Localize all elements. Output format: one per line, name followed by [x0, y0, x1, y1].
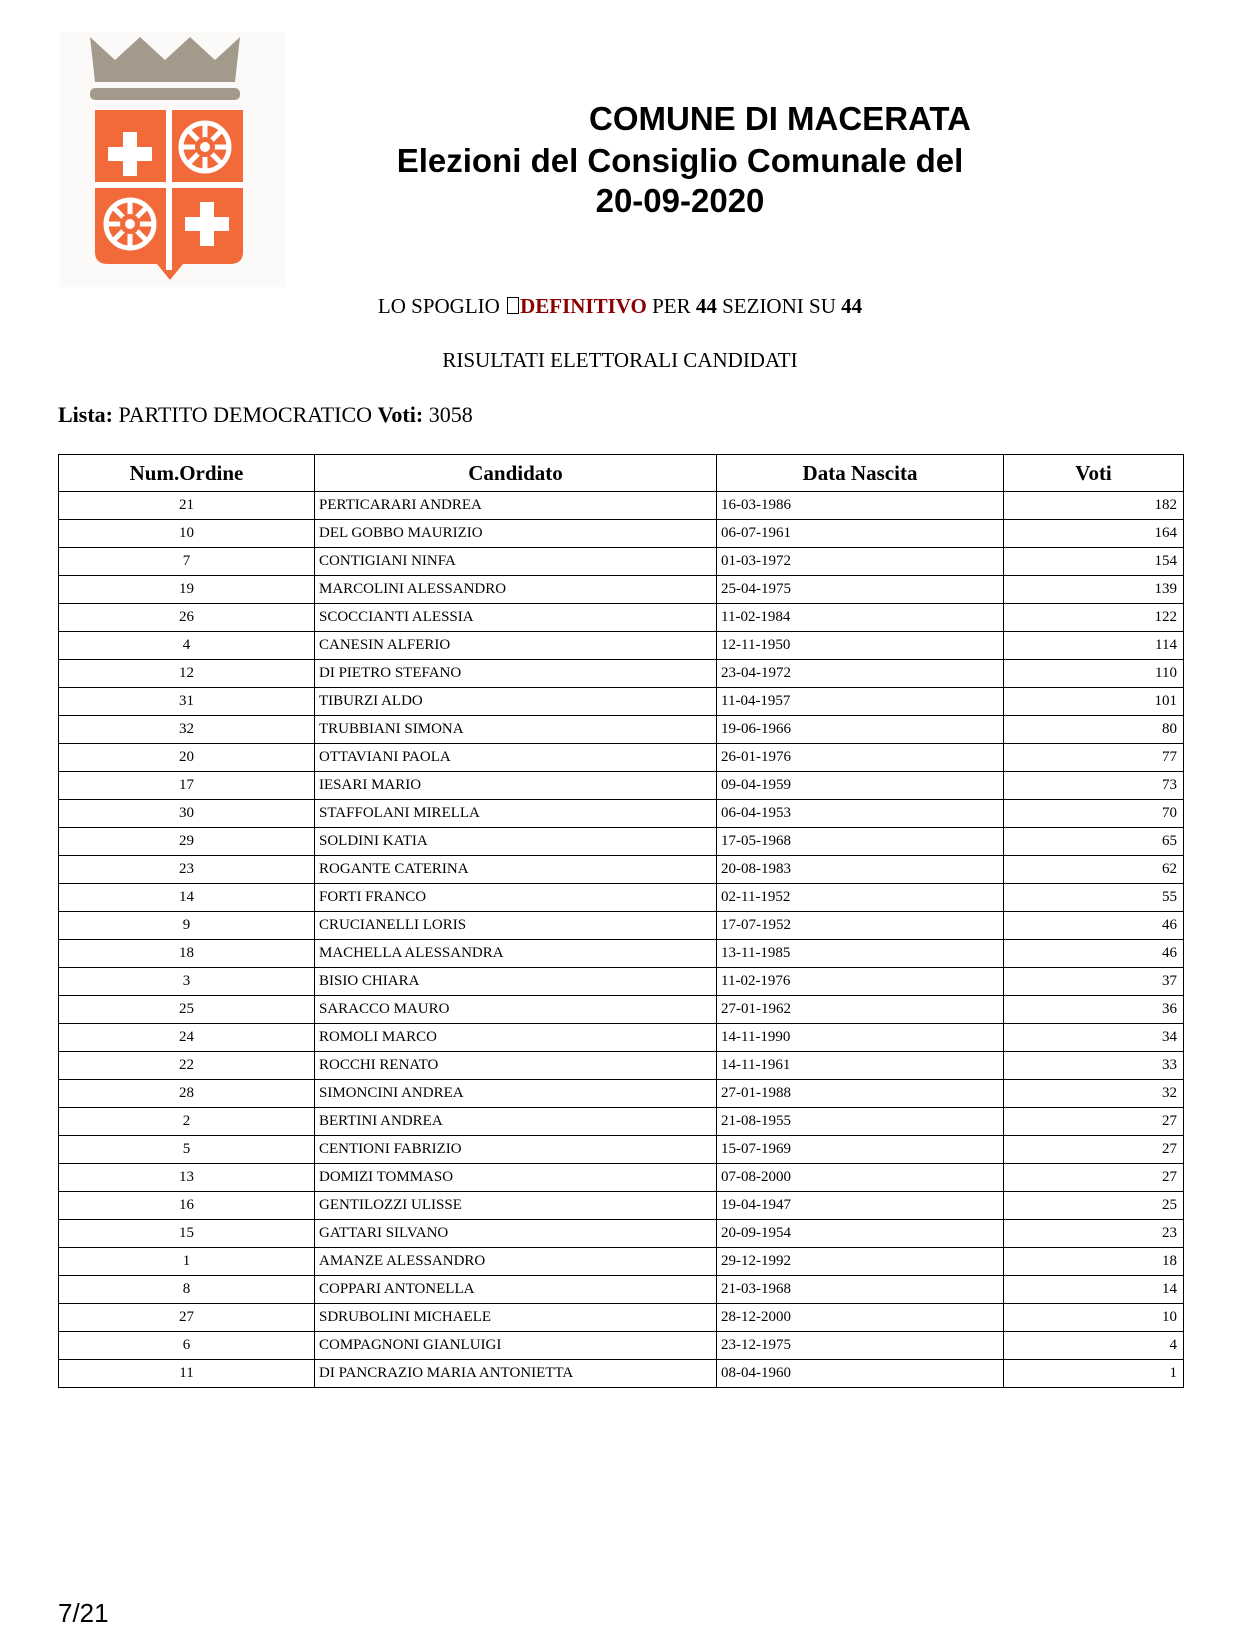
cell-num-ordine: 30: [59, 800, 315, 828]
table-row: [59, 912, 1184, 940]
cell-num-ordine: 24: [59, 1024, 315, 1052]
sezioni-totali: 44: [841, 294, 863, 318]
cell-voti: 33: [1004, 1052, 1184, 1080]
cell-num-ordine: 6: [59, 1332, 315, 1360]
header-voti: Voti: [1004, 455, 1184, 492]
cell-candidato: AMANZE ALESSANDRO: [315, 1248, 717, 1276]
cell-candidato: PERTICARARI ANDREA: [315, 492, 717, 520]
cell-candidato: MACHELLA ALESSANDRA: [315, 940, 717, 968]
cell-voti: 37: [1004, 968, 1184, 996]
cell-candidato: DI PANCRAZIO MARIA ANTONIETTA: [315, 1360, 717, 1388]
cell-voti: 65: [1004, 828, 1184, 856]
table-row: [59, 1108, 1184, 1136]
cell-candidato: CONTIGIANI NINFA: [315, 548, 717, 576]
cell-num-ordine: 31: [59, 688, 315, 716]
table-row: [59, 800, 1184, 828]
cell-candidato: STAFFOLANI MIRELLA: [315, 800, 717, 828]
cell-voti: 4: [1004, 1332, 1184, 1360]
cell-voti: 80: [1004, 716, 1184, 744]
cell-data-nascita: 12-11-1950: [717, 632, 1004, 660]
cell-candidato: BERTINI ANDREA: [315, 1108, 717, 1136]
cell-voti: 25: [1004, 1192, 1184, 1220]
cell-num-ordine: 32: [59, 716, 315, 744]
header-data-nascita: Data Nascita: [717, 455, 1004, 492]
cell-candidato: DOMIZI TOMMASO: [315, 1164, 717, 1192]
cell-candidato: SIMONCINI ANDREA: [315, 1080, 717, 1108]
lista-line: [58, 402, 473, 428]
cell-voti: 27: [1004, 1108, 1184, 1136]
cell-data-nascita: 19-04-1947: [717, 1192, 1004, 1220]
cell-candidato: ROCCHI RENATO: [315, 1052, 717, 1080]
cell-candidato: DEL GOBBO MAURIZIO: [315, 520, 717, 548]
cell-candidato: SARACCO MAURO: [315, 996, 717, 1024]
table-row: [59, 1024, 1184, 1052]
table-row: [59, 576, 1184, 604]
table-row: [59, 884, 1184, 912]
table-row: [59, 968, 1184, 996]
table-row: [59, 996, 1184, 1024]
cell-voti: 10: [1004, 1304, 1184, 1332]
cell-num-ordine: 18: [59, 940, 315, 968]
cell-candidato: CRUCIANELLI LORIS: [315, 912, 717, 940]
cell-data-nascita: 27-01-1988: [717, 1080, 1004, 1108]
cell-voti: 34: [1004, 1024, 1184, 1052]
cell-candidato: MARCOLINI ALESSANDRO: [315, 576, 717, 604]
cell-data-nascita: 02-11-1952: [717, 884, 1004, 912]
cell-data-nascita: 21-08-1955: [717, 1108, 1004, 1136]
spoglio-sezioni-su: SEZIONI SU: [716, 294, 842, 318]
cell-candidato: SCOCCIANTI ALESSIA: [315, 604, 717, 632]
cell-num-ordine: 29: [59, 828, 315, 856]
table-row: [59, 548, 1184, 576]
checkbox-glyph-icon: [507, 297, 519, 314]
cell-candidato: SOLDINI KATIA: [315, 828, 717, 856]
cell-data-nascita: 28-12-2000: [717, 1304, 1004, 1332]
table-row: [59, 520, 1184, 548]
cell-data-nascita: 14-11-1990: [717, 1024, 1004, 1052]
cell-num-ordine: 4: [59, 632, 315, 660]
cell-voti: 46: [1004, 940, 1184, 968]
cell-data-nascita: 06-07-1961: [717, 520, 1004, 548]
cell-candidato: GATTARI SILVANO: [315, 1220, 717, 1248]
cell-num-ordine: 22: [59, 1052, 315, 1080]
cell-num-ordine: 28: [59, 1080, 315, 1108]
spoglio-status: DEFINITIVO: [520, 294, 647, 318]
cell-num-ordine: 16: [59, 1192, 315, 1220]
lista-votes-label: Voti:: [377, 402, 424, 427]
spoglio-prefix: LO SPOGLIO: [377, 294, 506, 318]
cell-num-ordine: 2: [59, 1108, 315, 1136]
cell-data-nascita: 09-04-1959: [717, 772, 1004, 800]
lista-label: Lista:: [58, 402, 113, 427]
results-table: [58, 454, 1184, 1388]
cell-candidato: ROGANTE CATERINA: [315, 856, 717, 884]
cell-num-ordine: 13: [59, 1164, 315, 1192]
cell-voti: 27: [1004, 1136, 1184, 1164]
cell-voti: 27: [1004, 1164, 1184, 1192]
table-row: [59, 1332, 1184, 1360]
cell-data-nascita: 11-04-1957: [717, 688, 1004, 716]
cell-voti: 164: [1004, 520, 1184, 548]
cell-candidato: CENTIONI FABRIZIO: [315, 1136, 717, 1164]
lista-votes: 3058: [428, 402, 473, 427]
cell-voti: 55: [1004, 884, 1184, 912]
table-row: [59, 492, 1184, 520]
table-row: [59, 1136, 1184, 1164]
table-row: [59, 716, 1184, 744]
cell-data-nascita: 15-07-1969: [717, 1136, 1004, 1164]
cell-data-nascita: 14-11-1961: [717, 1052, 1004, 1080]
table-body: [59, 492, 1184, 1388]
cell-candidato: CANESIN ALFERIO: [315, 632, 717, 660]
cell-num-ordine: 23: [59, 856, 315, 884]
cell-voti: 62: [1004, 856, 1184, 884]
table-row: [59, 1192, 1184, 1220]
cell-data-nascita: 17-05-1968: [717, 828, 1004, 856]
cell-num-ordine: 26: [59, 604, 315, 632]
sezioni-scrutinate: 44: [695, 294, 717, 318]
cell-data-nascita: 16-03-1986: [717, 492, 1004, 520]
cell-data-nascita: 13-11-1985: [717, 940, 1004, 968]
cell-candidato: TRUBBIANI SIMONA: [315, 716, 717, 744]
cell-candidato: GENTILOZZI ULISSE: [315, 1192, 717, 1220]
cell-voti: 14: [1004, 1276, 1184, 1304]
cell-voti: 101: [1004, 688, 1184, 716]
cell-num-ordine: 15: [59, 1220, 315, 1248]
cell-num-ordine: 25: [59, 996, 315, 1024]
cell-data-nascita: 08-04-1960: [717, 1360, 1004, 1388]
table-row: [59, 1248, 1184, 1276]
cell-data-nascita: 21-03-1968: [717, 1276, 1004, 1304]
cell-candidato: TIBURZI ALDO: [315, 688, 717, 716]
cell-candidato: ROMOLI MARCO: [315, 1024, 717, 1052]
lista-name: PARTITO DEMOCRATICO: [118, 402, 373, 427]
cell-num-ordine: 20: [59, 744, 315, 772]
cell-data-nascita: 01-03-1972: [717, 548, 1004, 576]
table-row: [59, 604, 1184, 632]
cell-voti: 36: [1004, 996, 1184, 1024]
cell-data-nascita: 23-12-1975: [717, 1332, 1004, 1360]
cell-voti: 77: [1004, 744, 1184, 772]
cell-candidato: FORTI FRANCO: [315, 884, 717, 912]
coat-of-arms-icon: [60, 32, 285, 287]
cell-candidato: IESARI MARIO: [315, 772, 717, 800]
table-header-row: [59, 455, 1184, 492]
table-row: [59, 1220, 1184, 1248]
cell-voti: 32: [1004, 1080, 1184, 1108]
cell-candidato: BISIO CHIARA: [315, 968, 717, 996]
header-date: 20-09-2020: [595, 182, 765, 219]
table-row: [59, 1360, 1184, 1388]
header-candidato: Candidato: [315, 455, 717, 492]
cell-voti: 182: [1004, 492, 1184, 520]
table-row: [59, 828, 1184, 856]
cell-data-nascita: 17-07-1952: [717, 912, 1004, 940]
table-row: [59, 772, 1184, 800]
cell-num-ordine: 14: [59, 884, 315, 912]
cell-num-ordine: 10: [59, 520, 315, 548]
cell-data-nascita: 23-04-1972: [717, 660, 1004, 688]
cell-num-ordine: 5: [59, 1136, 315, 1164]
cell-num-ordine: 19: [59, 576, 315, 604]
cell-data-nascita: 27-01-1962: [717, 996, 1004, 1024]
cell-candidato: SDRUBOLINI MICHAELE: [315, 1304, 717, 1332]
cell-voti: 1: [1004, 1360, 1184, 1388]
spoglio-per: PER: [646, 294, 696, 318]
cell-voti: 73: [1004, 772, 1184, 800]
cell-num-ordine: 1: [59, 1248, 315, 1276]
cell-data-nascita: 07-08-2000: [717, 1164, 1004, 1192]
cell-num-ordine: 3: [59, 968, 315, 996]
header-num-ordine: Num.Ordine: [59, 455, 315, 492]
table-row: [59, 1052, 1184, 1080]
cell-voti: 23: [1004, 1220, 1184, 1248]
table-row: [59, 940, 1184, 968]
cell-num-ordine: 9: [59, 912, 315, 940]
cell-voti: 122: [1004, 604, 1184, 632]
cell-data-nascita: 11-02-1976: [717, 968, 1004, 996]
cell-voti: 154: [1004, 548, 1184, 576]
cell-num-ordine: 8: [59, 1276, 315, 1304]
page-number: 7/21: [58, 1598, 109, 1628]
cell-data-nascita: 19-06-1966: [717, 716, 1004, 744]
header-comune: COMUNE DI MACERATA: [589, 100, 971, 137]
cell-num-ordine: 12: [59, 660, 315, 688]
cell-data-nascita: 25-04-1975: [717, 576, 1004, 604]
header-elezioni: Elezioni del Consiglio Comunale del: [396, 142, 964, 179]
cell-num-ordine: 17: [59, 772, 315, 800]
subtitle: RISULTATI ELETTORALI CANDIDATI: [442, 348, 798, 372]
cell-voti: 114: [1004, 632, 1184, 660]
table-row: [59, 1304, 1184, 1332]
cell-candidato: DI PIETRO STEFANO: [315, 660, 717, 688]
spoglio-status-line: [0, 294, 1240, 319]
table-row: [59, 1080, 1184, 1108]
cell-data-nascita: 20-09-1954: [717, 1220, 1004, 1248]
cell-data-nascita: 26-01-1976: [717, 744, 1004, 772]
cell-data-nascita: 06-04-1953: [717, 800, 1004, 828]
table-row: [59, 632, 1184, 660]
table-row: [59, 1164, 1184, 1192]
table-row: [59, 856, 1184, 884]
cell-data-nascita: 20-08-1983: [717, 856, 1004, 884]
cell-data-nascita: 29-12-1992: [717, 1248, 1004, 1276]
cell-voti: 110: [1004, 660, 1184, 688]
cell-candidato: OTTAVIANI PAOLA: [315, 744, 717, 772]
cell-candidato: COPPARI ANTONELLA: [315, 1276, 717, 1304]
cell-num-ordine: 21: [59, 492, 315, 520]
cell-voti: 70: [1004, 800, 1184, 828]
cell-candidato: COMPAGNONI GIANLUIGI: [315, 1332, 717, 1360]
table-row: [59, 688, 1184, 716]
cell-num-ordine: 11: [59, 1360, 315, 1388]
cell-num-ordine: 27: [59, 1304, 315, 1332]
cell-data-nascita: 11-02-1984: [717, 604, 1004, 632]
cell-voti: 18: [1004, 1248, 1184, 1276]
cell-voti: 46: [1004, 912, 1184, 940]
table-row: [59, 660, 1184, 688]
table-row: [59, 744, 1184, 772]
cell-voti: 139: [1004, 576, 1184, 604]
cell-num-ordine: 7: [59, 548, 315, 576]
table-row: [59, 1276, 1184, 1304]
